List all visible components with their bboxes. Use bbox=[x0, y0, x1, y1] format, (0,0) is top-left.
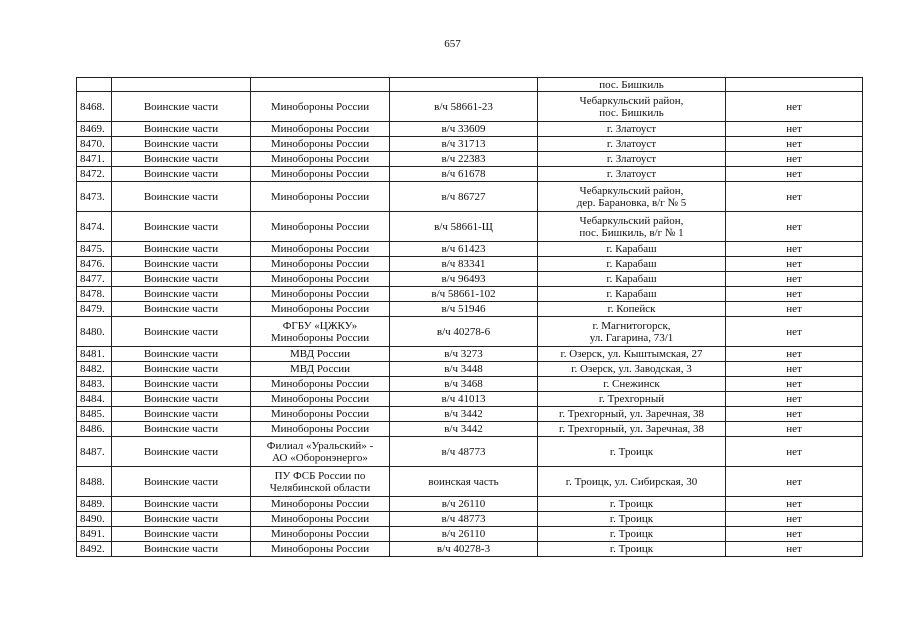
cell-object-type: Воинские части bbox=[112, 542, 251, 557]
cell-unit: воинская часть bbox=[390, 467, 538, 497]
cell-organization: Минобороны России bbox=[251, 122, 390, 137]
cell-unit bbox=[390, 78, 538, 92]
cell-organization: Минобороны России bbox=[251, 497, 390, 512]
cell-organization: Минобороны России bbox=[251, 542, 390, 557]
cell-address: Чебаркульский район, пос. Бишкиль, в/г № 1 bbox=[538, 212, 726, 242]
cell-unit: в/ч 40278-6 bbox=[390, 317, 538, 347]
cell-unit: в/ч 3468 bbox=[390, 377, 538, 392]
cell-number: 8473. bbox=[77, 182, 112, 212]
cell-organization: Минобороны России bbox=[251, 272, 390, 287]
cell-address: г. Троицк bbox=[538, 542, 726, 557]
cell-organization: Минобороны России bbox=[251, 92, 390, 122]
cell-unit: в/ч 40278-3 bbox=[390, 542, 538, 557]
cell-unit: в/ч 33609 bbox=[390, 122, 538, 137]
cell-organization: Минобороны России bbox=[251, 377, 390, 392]
cell-value: нет bbox=[726, 392, 863, 407]
cell-value: нет bbox=[726, 497, 863, 512]
cell-unit: в/ч 26110 bbox=[390, 497, 538, 512]
table-row bbox=[77, 212, 863, 242]
cell-object-type: Воинские части bbox=[112, 257, 251, 272]
table-row-continued bbox=[77, 78, 863, 92]
cell-address: г. Троицк bbox=[538, 437, 726, 467]
cell-number: 8484. bbox=[77, 392, 112, 407]
cell-organization bbox=[251, 78, 390, 92]
table-row bbox=[77, 542, 863, 557]
cell-address: г. Златоуст bbox=[538, 137, 726, 152]
cell-value: нет bbox=[726, 242, 863, 257]
cell-number: 8472. bbox=[77, 167, 112, 182]
cell-value: нет bbox=[726, 287, 863, 302]
cell-address: г. Карабаш bbox=[538, 287, 726, 302]
cell-value: нет bbox=[726, 527, 863, 542]
cell-organization: Минобороны России bbox=[251, 212, 390, 242]
table-row bbox=[77, 152, 863, 167]
cell-organization: Филиал «Уральский» - АО «Оборонэнерго» bbox=[251, 437, 390, 467]
cell-object-type: Воинские части bbox=[112, 287, 251, 302]
cell-value: нет bbox=[726, 317, 863, 347]
cell-number: 8483. bbox=[77, 377, 112, 392]
cell-address: Чебаркульский район, пос. Бишкиль bbox=[538, 92, 726, 122]
cell-value: нет bbox=[726, 347, 863, 362]
cell-object-type: Воинские части bbox=[112, 272, 251, 287]
cell-value: нет bbox=[726, 422, 863, 437]
cell-unit: в/ч 41013 bbox=[390, 392, 538, 407]
table-row bbox=[77, 467, 863, 497]
cell-object-type: Воинские части bbox=[112, 122, 251, 137]
cell-number: 8478. bbox=[77, 287, 112, 302]
table-row bbox=[77, 347, 863, 362]
cell-organization: Минобороны России bbox=[251, 527, 390, 542]
cell-number: 8468. bbox=[77, 92, 112, 122]
cell-object-type: Воинские части bbox=[112, 92, 251, 122]
cell-number: 8487. bbox=[77, 437, 112, 467]
cell-number: 8486. bbox=[77, 422, 112, 437]
cell-address: г. Магнитогорск, ул. Гагарина, 73/1 bbox=[538, 317, 726, 347]
cell-object-type: Воинские части bbox=[112, 512, 251, 527]
cell-value: нет bbox=[726, 512, 863, 527]
cell-value: нет bbox=[726, 542, 863, 557]
table-row bbox=[77, 182, 863, 212]
table-row bbox=[77, 317, 863, 347]
table-row bbox=[77, 497, 863, 512]
cell-address: г. Златоуст bbox=[538, 122, 726, 137]
cell-number: 8492. bbox=[77, 542, 112, 557]
cell-unit: в/ч 58661-Щ bbox=[390, 212, 538, 242]
cell-number: 8471. bbox=[77, 152, 112, 167]
cell-object-type: Воинские части bbox=[112, 212, 251, 242]
table-row bbox=[77, 377, 863, 392]
cell-object-type: Воинские части bbox=[112, 137, 251, 152]
cell-number: 8488. bbox=[77, 467, 112, 497]
cell-organization: МВД России bbox=[251, 362, 390, 377]
cell-number: 8482. bbox=[77, 362, 112, 377]
cell-unit: в/ч 26110 bbox=[390, 527, 538, 542]
cell-value: нет bbox=[726, 377, 863, 392]
cell-address: пос. Бишкиль bbox=[538, 78, 726, 92]
cell-object-type: Воинские части bbox=[112, 242, 251, 257]
cell-unit: в/ч 48773 bbox=[390, 512, 538, 527]
cell-organization: Минобороны России bbox=[251, 287, 390, 302]
cell-address: г. Троицк bbox=[538, 497, 726, 512]
cell-address: г. Троицк bbox=[538, 512, 726, 527]
cell-object-type: Воинские части bbox=[112, 422, 251, 437]
cell-value: нет bbox=[726, 407, 863, 422]
table-row bbox=[77, 272, 863, 287]
cell-value: нет bbox=[726, 437, 863, 467]
cell-unit: в/ч 58661-23 bbox=[390, 92, 538, 122]
cell-address: г. Копейск bbox=[538, 302, 726, 317]
cell-number: 8491. bbox=[77, 527, 112, 542]
cell-number: 8480. bbox=[77, 317, 112, 347]
table-row bbox=[77, 302, 863, 317]
cell-value: нет bbox=[726, 257, 863, 272]
cell-organization: Минобороны России bbox=[251, 137, 390, 152]
cell-organization: Минобороны России bbox=[251, 512, 390, 527]
cell-value: нет bbox=[726, 137, 863, 152]
cell-address: Чебаркульский район, дер. Барановка, в/г № 5 bbox=[538, 182, 726, 212]
table-row bbox=[77, 512, 863, 527]
cell-unit: в/ч 31713 bbox=[390, 137, 538, 152]
cell-number: 8474. bbox=[77, 212, 112, 242]
cell-number: 8477. bbox=[77, 272, 112, 287]
cell-object-type bbox=[112, 78, 251, 92]
cell-unit: в/ч 83341 bbox=[390, 257, 538, 272]
cell-object-type: Воинские части bbox=[112, 167, 251, 182]
cell-address: г. Карабаш bbox=[538, 272, 726, 287]
cell-unit: в/ч 51946 bbox=[390, 302, 538, 317]
cell-organization: Минобороны России bbox=[251, 302, 390, 317]
cell-object-type: Воинские части bbox=[112, 467, 251, 497]
cell-object-type: Воинские части bbox=[112, 527, 251, 542]
cell-address: г. Троицк, ул. Сибирская, 30 bbox=[538, 467, 726, 497]
cell-unit: в/ч 3442 bbox=[390, 422, 538, 437]
table-row bbox=[77, 422, 863, 437]
table-row bbox=[77, 392, 863, 407]
cell-object-type: Воинские части bbox=[112, 362, 251, 377]
cell-unit: в/ч 96493 bbox=[390, 272, 538, 287]
table-row bbox=[77, 257, 863, 272]
cell-value bbox=[726, 78, 863, 92]
cell-address: г. Карабаш bbox=[538, 257, 726, 272]
document-table bbox=[76, 77, 863, 557]
cell-object-type: Воинские части bbox=[112, 377, 251, 392]
cell-value: нет bbox=[726, 152, 863, 167]
cell-object-type: Воинские части bbox=[112, 347, 251, 362]
cell-unit: в/ч 61678 bbox=[390, 167, 538, 182]
cell-unit: в/ч 3273 bbox=[390, 347, 538, 362]
cell-organization: Минобороны России bbox=[251, 242, 390, 257]
cell-object-type: Воинские части bbox=[112, 317, 251, 347]
cell-value: нет bbox=[726, 92, 863, 122]
cell-number: 8490. bbox=[77, 512, 112, 527]
cell-object-type: Воинские части bbox=[112, 182, 251, 212]
cell-number: 8485. bbox=[77, 407, 112, 422]
cell-object-type: Воинские части bbox=[112, 497, 251, 512]
cell-value: нет bbox=[726, 302, 863, 317]
cell-value: нет bbox=[726, 122, 863, 137]
page-number: 657 bbox=[444, 38, 461, 50]
cell-address: г. Трехгорный, ул. Заречная, 38 bbox=[538, 407, 726, 422]
cell-organization: Минобороны России bbox=[251, 152, 390, 167]
cell-organization: Минобороны России bbox=[251, 422, 390, 437]
cell-value: нет bbox=[726, 272, 863, 287]
cell-number: 8475. bbox=[77, 242, 112, 257]
cell-value: нет bbox=[726, 212, 863, 242]
cell-organization: МВД России bbox=[251, 347, 390, 362]
cell-number: 8469. bbox=[77, 122, 112, 137]
cell-value: нет bbox=[726, 362, 863, 377]
cell-number: 8479. bbox=[77, 302, 112, 317]
cell-organization: Минобороны России bbox=[251, 182, 390, 212]
cell-address: г. Златоуст bbox=[538, 152, 726, 167]
cell-object-type: Воинские части bbox=[112, 392, 251, 407]
table-row bbox=[77, 137, 863, 152]
cell-number bbox=[77, 78, 112, 92]
cell-object-type: Воинские части bbox=[112, 407, 251, 422]
table-row bbox=[77, 407, 863, 422]
cell-object-type: Воинские части bbox=[112, 152, 251, 167]
cell-organization: Минобороны России bbox=[251, 392, 390, 407]
cell-organization: ПУ ФСБ России по Челябинской области bbox=[251, 467, 390, 497]
table-row bbox=[77, 437, 863, 467]
table-body bbox=[77, 78, 863, 557]
cell-object-type: Воинские части bbox=[112, 302, 251, 317]
cell-address: г. Трехгорный, ул. Заречная, 38 bbox=[538, 422, 726, 437]
cell-number: 8489. bbox=[77, 497, 112, 512]
table-row bbox=[77, 122, 863, 137]
cell-address: г. Озерск, ул. Заводская, 3 bbox=[538, 362, 726, 377]
cell-unit: в/ч 48773 bbox=[390, 437, 538, 467]
cell-unit: в/ч 3448 bbox=[390, 362, 538, 377]
cell-address: г. Златоуст bbox=[538, 167, 726, 182]
cell-organization: Минобороны России bbox=[251, 257, 390, 272]
cell-number: 8476. bbox=[77, 257, 112, 272]
cell-number: 8470. bbox=[77, 137, 112, 152]
cell-address: г. Снежинск bbox=[538, 377, 726, 392]
table-row bbox=[77, 92, 863, 122]
cell-organization: ФГБУ «ЦЖКУ» Минобороны России bbox=[251, 317, 390, 347]
cell-organization: Минобороны России bbox=[251, 407, 390, 422]
table-row bbox=[77, 167, 863, 182]
table-row bbox=[77, 362, 863, 377]
cell-unit: в/ч 58661-102 bbox=[390, 287, 538, 302]
table-row bbox=[77, 527, 863, 542]
cell-address: г. Троицк bbox=[538, 527, 726, 542]
table-row bbox=[77, 287, 863, 302]
cell-organization: Минобороны России bbox=[251, 167, 390, 182]
cell-address: г. Трехгорный bbox=[538, 392, 726, 407]
cell-address: г. Озерск, ул. Кыштымская, 27 bbox=[538, 347, 726, 362]
cell-number: 8481. bbox=[77, 347, 112, 362]
cell-value: нет bbox=[726, 182, 863, 212]
table-row bbox=[77, 242, 863, 257]
cell-unit: в/ч 3442 bbox=[390, 407, 538, 422]
cell-object-type: Воинские части bbox=[112, 437, 251, 467]
cell-value: нет bbox=[726, 467, 863, 497]
cell-unit: в/ч 61423 bbox=[390, 242, 538, 257]
cell-unit: в/ч 86727 bbox=[390, 182, 538, 212]
cell-value: нет bbox=[726, 167, 863, 182]
cell-unit: в/ч 22383 bbox=[390, 152, 538, 167]
cell-address: г. Карабаш bbox=[538, 242, 726, 257]
